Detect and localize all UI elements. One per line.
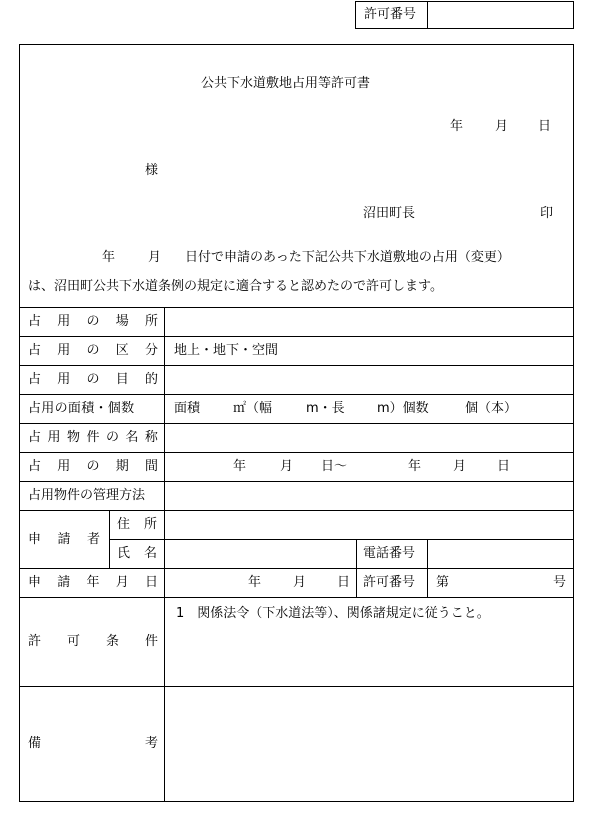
- category-label: 占 用 の 区 分: [28, 343, 158, 358]
- period-day1: 日～: [321, 459, 348, 474]
- application-year: 年: [248, 575, 262, 590]
- category-value: 地上・地下・空間: [174, 343, 279, 358]
- period-month2: 月: [453, 459, 467, 474]
- application-day: 日: [337, 575, 351, 590]
- management-label: 占用物件の管理方法: [28, 488, 146, 503]
- application-date-label: 申 請 年 月 日: [28, 575, 158, 590]
- applicant-name-label: 氏 名: [117, 546, 157, 561]
- area-p5: 個（本）: [465, 401, 518, 416]
- address-label: 住 所: [117, 517, 157, 532]
- period-label: 占 用 の 期 間: [28, 459, 158, 474]
- permit-number-label: 許可番号: [363, 575, 416, 590]
- date-month: 月: [495, 119, 509, 134]
- applicant-label: 申 請 者: [28, 532, 100, 547]
- area-label: 占用の面積・個数: [28, 401, 135, 416]
- conditions-label: 許 可 条 件: [28, 634, 158, 649]
- area-p4: m）個数: [377, 401, 429, 416]
- purpose-label: 占 用 の 目 的: [28, 372, 158, 387]
- name-label: 占 用 物 件 の 名 称: [28, 430, 158, 445]
- period-year2: 年: [408, 459, 422, 474]
- period-year1: 年: [233, 459, 247, 474]
- date-day: 日: [538, 119, 552, 134]
- issuer-name: 沼田町長: [363, 206, 416, 221]
- place-label: 占 用 の 場 所: [28, 314, 158, 329]
- date-year: 年: [450, 119, 464, 134]
- header-permit-label: 許可番号: [364, 7, 417, 22]
- period-day2: 日: [497, 459, 511, 474]
- phone-label: 電話番号: [363, 546, 416, 561]
- area-p1: 面積: [174, 401, 201, 416]
- body-year: 年: [102, 250, 116, 265]
- conditions-item1: 1 関係法令（下水道法等）、関係諸規定に従うこと。: [176, 606, 490, 621]
- addressee-suffix: 様: [145, 163, 159, 178]
- application-month: 月: [293, 575, 307, 590]
- remarks-label: 備 考: [28, 736, 158, 751]
- permit-prefix: 第: [436, 575, 450, 590]
- permit-suffix: 号: [553, 575, 567, 590]
- period-month1: 月: [280, 459, 294, 474]
- seal-mark: 印: [540, 206, 554, 221]
- body-line1-text: 日付で申請のあった下記公共下水道敷地の占用（変更）: [185, 250, 510, 265]
- body-month: 月: [148, 250, 162, 265]
- area-p3: m・長: [306, 401, 345, 416]
- document-title: 公共下水道敷地占用等許可書: [201, 76, 371, 91]
- body-line2-text: は、沼田町公共下水道条例の規定に適合すると認めたので許可します。: [28, 279, 443, 294]
- area-p2: ㎡（幅: [233, 401, 273, 416]
